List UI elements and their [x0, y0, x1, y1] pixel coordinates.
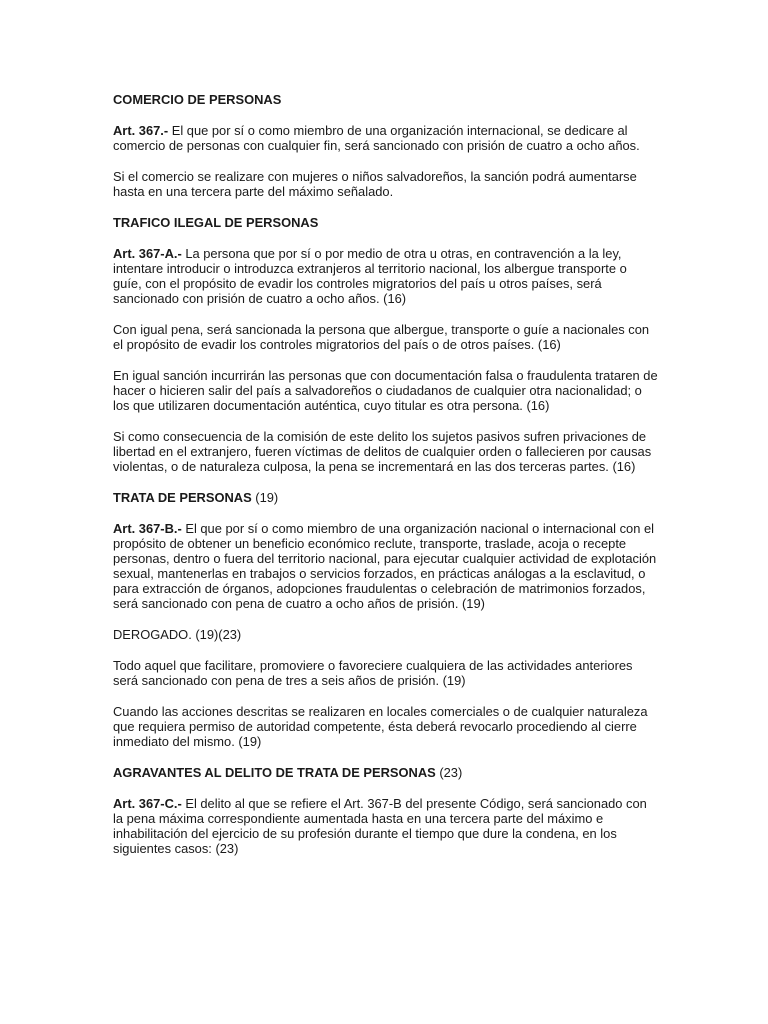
paragraph-text: Con igual pena, será sancionada la persona que albergue, transporte o guíe a nacionales con el propósito de evadir los controles migratorios del país o de otros países. (16) — [113, 322, 650, 352]
paragraph-text: Si el comercio se realizare con mujeres o niños salvadoreños, la sanción podrá aumentarse hasta en una tercera parte del máximo señalado. — [113, 169, 637, 199]
section-heading-comercio — [113, 92, 658, 107]
paragraph — [113, 169, 658, 199]
article-367 — [113, 123, 658, 153]
article-number: Art. 367-B.- — [113, 521, 182, 536]
paragraph-text: Todo aquel que facilitare, promoviere o favoreciere cualquiera de las actividades anteriores será sancionado con pena de tres a seis años de prisión. (19) — [113, 658, 633, 688]
heading-text: TRATA DE PERSONAS — [113, 490, 252, 505]
section-heading-trafico — [113, 215, 658, 230]
paragraph — [113, 322, 658, 352]
article-text: El delito al que se refiere el Art. 367-B del presente Código, será sancionado con la pena máxima correspondiente aumentada hasta en una tercera parte del máximo e inhabilitación del ejercicio de su profesión durante el tiempo que dure la condena, en los siguientes casos: (23) — [113, 796, 647, 856]
paragraph — [113, 368, 658, 413]
section-heading-agravantes — [113, 765, 658, 780]
article-number: Art. 367.- — [113, 123, 169, 138]
paragraph — [113, 704, 658, 749]
article-text: La persona que por sí o por medio de otra u otras, en contravención a la ley, intentare introducir o introduzca extranjeros al territorio nacional, los albergue transporte o guíe, con el propósito de evadir los controles migratorios del país u otros países, será sancionado con prisión de cuatro a ocho años. (16) — [113, 246, 627, 306]
article-367-a — [113, 246, 658, 306]
article-text: El que por sí o como miembro de una organización nacional o internacional con el propósito de obtener un beneficio económico reclute, transporte, traslade, acoja o recepte personas, dentro o fuera del territorio nacional, para ejecutar cualquier actividad de explotación sexual, mantenerlas en trabajos o servicios forzados, en prácticas análogas a la esclavitud, o para extracción de órganos, adopciones fraudulentas o celebración de matrimonios forzados, será sancionado con pena de cuatro a ocho años de prisión. (19) — [113, 521, 657, 611]
heading-note: (19) — [251, 490, 279, 505]
article-number: Art. 367-C.- — [113, 796, 182, 811]
section-heading-trata — [113, 490, 658, 505]
paragraph-text: Cuando las acciones descritas se realizaren en locales comerciales o de cualquier naturaleza que requiera permiso de autoridad competente, ésta deberá revocarlo procediendo al cierre inmediato del mismo. (19) — [113, 704, 648, 749]
paragraph-text: DEROGADO. (19)(23) — [113, 627, 242, 642]
heading-text: COMERCIO DE PERSONAS — [113, 92, 282, 107]
article-367-b — [113, 521, 658, 611]
paragraph-text: En igual sanción incurrirán las personas que con documentación falsa o fraudulenta trataren de hacer o hicieren salir del país a salvadoreños o ciudadanos de cualquier otra nacionalidad; o los que utilizaren documentación auténtica, cuyo titular es otra persona. (16) — [113, 368, 658, 413]
article-367-c — [113, 796, 658, 856]
article-number: Art. 367-A.- — [113, 246, 182, 261]
paragraph — [113, 627, 658, 642]
paragraph — [113, 658, 658, 688]
heading-note: (23) — [435, 765, 463, 780]
paragraph-text: Si como consecuencia de la comisión de este delito los sujetos pasivos sufren privaciones de libertad en el extranjero, fueren víctimas de delitos de cualquier orden o fallecieren por causas violentas, o de naturaleza culposa, la pena se incrementará en las dos terceras partes. (16) — [113, 429, 652, 474]
article-text: El que por sí o como miembro de una organización internacional, se dedicare al comercio de personas con cualquier fin, será sancionado con prisión de cuatro a ocho años. — [113, 123, 640, 153]
paragraph — [113, 429, 658, 474]
document-page — [113, 92, 658, 872]
heading-text: TRAFICO ILEGAL DE PERSONAS — [113, 215, 319, 230]
heading-text: AGRAVANTES AL DELITO DE TRATA DE PERSONAS — [113, 765, 436, 780]
